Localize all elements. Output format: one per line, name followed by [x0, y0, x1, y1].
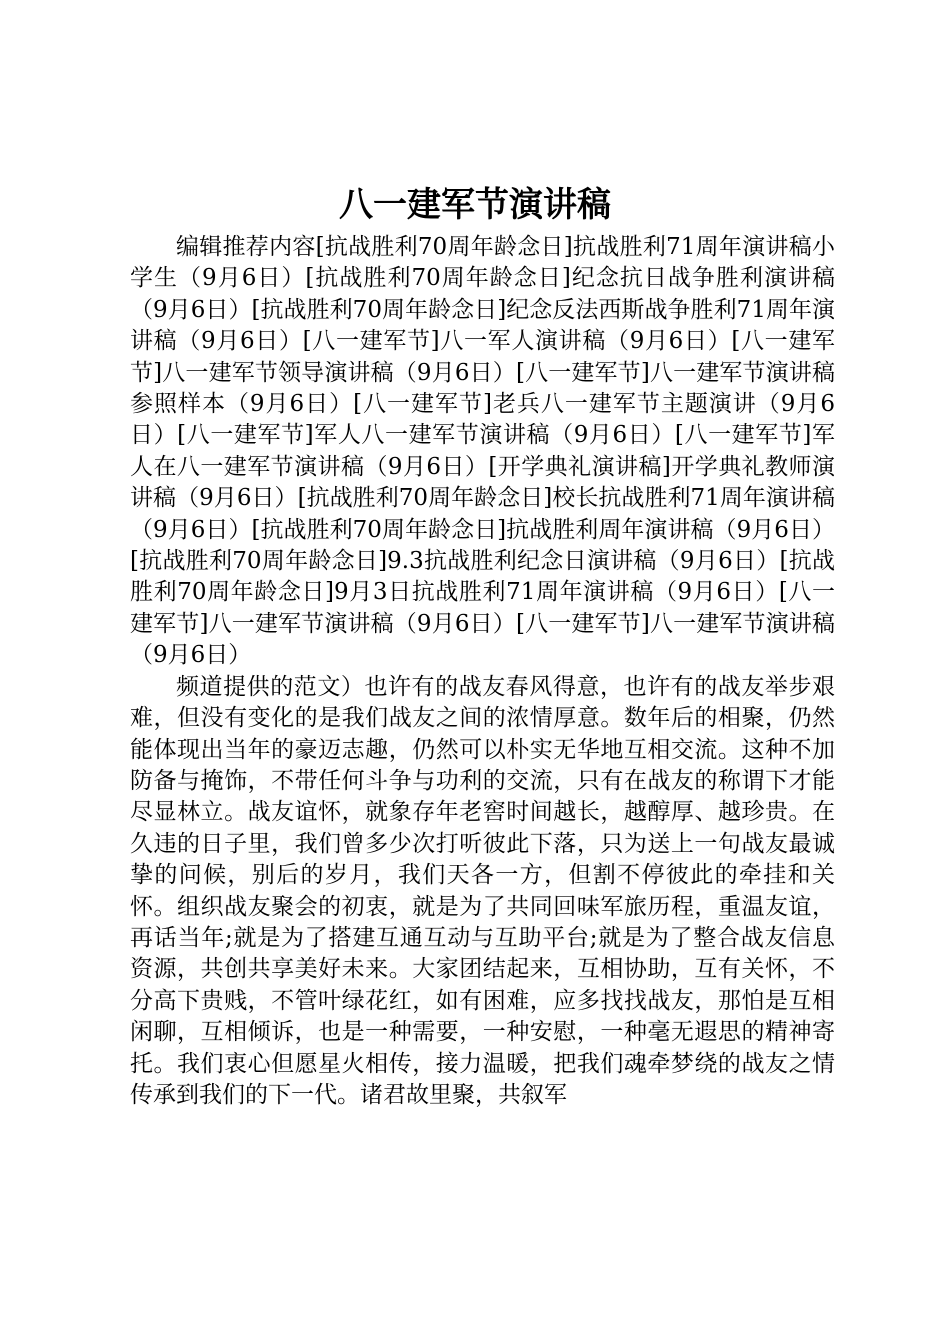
paragraph-speech-text: 频道提供的范文）也许有的战友春风得意，也许有的战友举步艰难，但没有变化的是我们战友之间的浓情厚意。数年后的相聚，仍然能体现出当年的豪迈志趣，仍然可以朴实无华地互相交流。这种不加防备与掩饰，不带任何斗争与功利的交流，只有在战友的称谓下才能尽显林立。战友谊怀，就象存年老窖时间越长，越醇厚、越珍贵。在久违的日子里，我们曾多少次打听彼此下落，只为送上一句战友最诚挚的问候，别后的岁月，我们天各一方，但割不停彼此的牵挂和关怀。组织战友聚会的初衷，就是为了共同回味军旅历程，重温友谊，再话当年;就是为了搭建互通互动与互助平台;就是为了整合战友信息资源，共创共享美好未来。大家团结起来，互相协助，互有关怀，不分高下贵贱，不管叶绿花红，如有困难，应多找找战友，那怕是互相闲聊，互相倾诉，也是一种需要，一种安慰，一种毫无遐思的精神寄托。我们衷心但愿星火相传，接力温暖，把我们魂牵梦绕的战友之情传承到我们的下一代。诸君故里聚，共叙军 — [130, 673, 835, 1108]
paragraph-recommended-content: 编辑推荐内容[抗战胜利70周年龄念日]抗战胜利71周年演讲稿小学生（9月6日）[抗战胜利70周年龄念日]纪念抗日战争胜利演讲稿（9月6日）[抗战胜利70周年龄念日]纪念反法西斯战争胜利71周年演讲稿（9月6日）[八一建军节]八一军人演讲稿（9月6日）[八一建军节]八一建军节领导演讲稿（9月6日）[八一建军节]八一建军节演讲稿参照样本（9月6日）[八一建军节]老兵八一建军节主题演讲（9月6日）[八一建军节]军人八一建军节演讲稿（9月6日）[八一建军节]军人在八一建军节演讲稿（9月6日）[开学典礼演讲稿]开学典礼教师演讲稿（9月6日）[抗战胜利70周年龄念日]校长抗战胜利71周年演讲稿（9月6日）[抗战胜利70周年龄念日]抗战胜利周年演讲稿（9月6日）[抗战胜利70周年龄念日]9.3抗战胜利纪念日演讲稿（9月6日）[抗战胜利70周年龄念日]9月3日抗战胜利71周年演讲稿（9月6日）[八一建军节]八一建军节演讲稿（9月6日）[八一建军节]八一建军节演讲稿（9月6日） — [130, 234, 835, 669]
document-body — [130, 232, 835, 1111]
document-title: 八一建军节演讲稿 — [339, 185, 611, 225]
